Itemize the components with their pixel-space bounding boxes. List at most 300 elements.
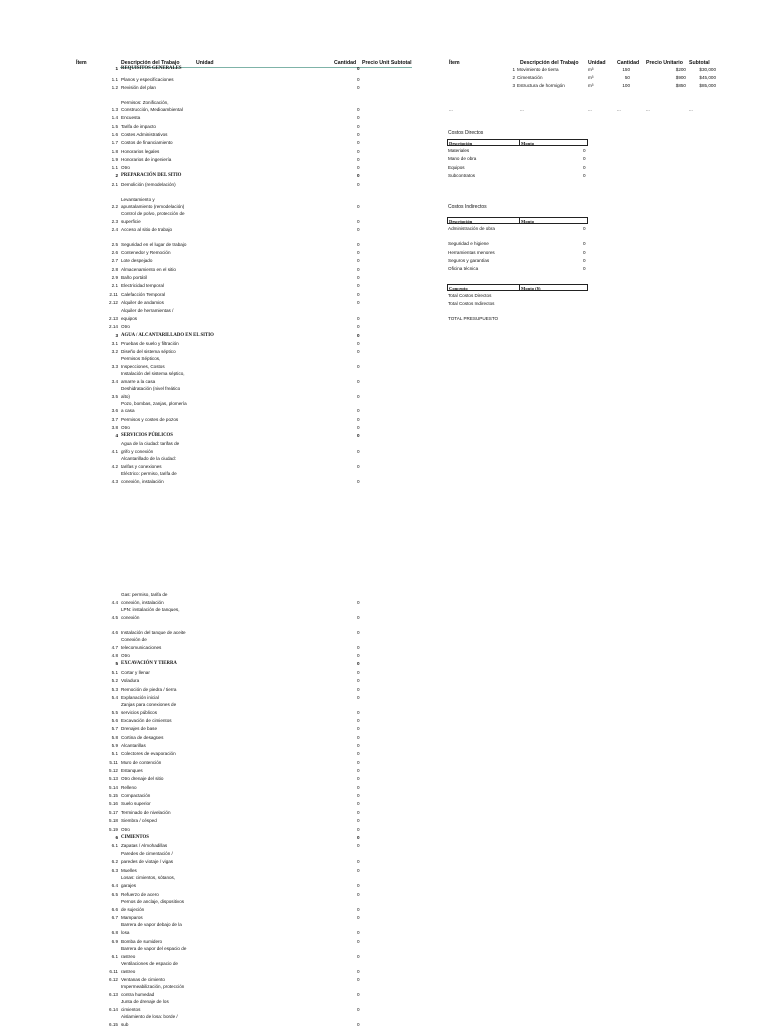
item-description: Losas: cimientos, sótanos, — [121, 875, 176, 880]
item-description: Otro — [121, 425, 130, 430]
item-description: Impermeabilización, protección — [121, 984, 185, 989]
item-description: Colectores de evaporación — [121, 751, 176, 756]
item-number: 4.3 — [111, 479, 118, 484]
item-number: 4.7 — [111, 645, 118, 650]
item-quantity: 0 — [357, 85, 360, 90]
item-quantity: 0 — [357, 157, 360, 162]
item-number: 1 — [115, 66, 118, 71]
item-number: 4.4 — [111, 600, 118, 605]
item-quantity: 0 — [357, 292, 360, 297]
right-row-price: $900 — [675, 75, 686, 80]
item-number: 1.5 — [111, 124, 118, 129]
right-row-price: $200 — [675, 67, 686, 72]
item-number: 3 — [115, 333, 118, 338]
item-number: 5.6 — [111, 718, 118, 723]
item-number: 1.8 — [111, 149, 118, 154]
item-number: 6.9 — [111, 939, 118, 944]
item-description: Control de polvo, protección de — [121, 211, 185, 216]
item-number: 5.18 — [109, 818, 118, 823]
item-description: rastreo — [121, 969, 136, 974]
item-number: 4.6 — [111, 630, 118, 635]
item-description: Permisos: Zonificación, — [121, 100, 169, 105]
cost-label: Materiales — [448, 148, 470, 153]
item-quantity: 0 — [357, 173, 360, 178]
item-number: 2.12 — [109, 300, 118, 305]
item-description: Instalación del sistema séptico, — [121, 371, 185, 376]
item-description: equipos — [121, 316, 138, 321]
item-number: 6.12 — [109, 977, 118, 982]
item-quantity: 0 — [357, 449, 360, 454]
right-row-desc: Movimiento de tierra — [517, 67, 559, 72]
col-descripcion: Descripción — [449, 141, 473, 146]
item-description: Barrera de vapor debajo de la — [121, 922, 182, 927]
item-number: 6 — [115, 835, 118, 840]
item-number: 2.5 — [111, 242, 118, 247]
item-number: 3.5 — [111, 394, 118, 399]
item-quantity: 0 — [357, 417, 360, 422]
item-number: 6.13 — [109, 992, 118, 997]
item-quantity: 0 — [357, 464, 360, 469]
costos-directos-title: Costos Directos — [448, 130, 484, 136]
item-description: Deshidratación (nivel freático — [121, 386, 181, 391]
item-quantity: 0 — [357, 394, 360, 399]
item-quantity: 0 — [357, 283, 360, 288]
item-quantity: 0 — [357, 324, 360, 329]
cost-value: 0 — [583, 241, 586, 246]
item-quantity: 0 — [357, 695, 360, 700]
item-quantity: 0 — [357, 267, 360, 272]
item-number: 5.13 — [109, 776, 118, 781]
item-number: 1.7 — [111, 140, 118, 145]
item-quantity: 0 — [357, 992, 360, 997]
item-description: Electricidad temporal — [121, 283, 164, 288]
item-quantity: 0 — [357, 835, 360, 840]
item-description: Gas: permiso, tarifa de — [121, 592, 168, 597]
item-description: alto) — [121, 394, 130, 399]
item-description: Terminado de nivelación — [121, 810, 171, 815]
item-quantity: 0 — [357, 227, 360, 232]
item-quantity: 0 — [357, 149, 360, 154]
col-monto: Monto — [521, 219, 535, 224]
item-number: 3.4 — [111, 379, 118, 384]
item-quantity: 0 — [357, 954, 360, 959]
cost-label: Equipos — [448, 165, 465, 170]
item-description: Agua de la ciudad: tarifas de — [121, 441, 180, 446]
item-number: 6.1 — [111, 954, 118, 959]
item-number: 5 — [115, 661, 118, 666]
item-quantity: 0 — [357, 132, 360, 137]
item-description: Paredes de cimentación / — [121, 851, 173, 856]
item-quantity: 0 — [357, 379, 360, 384]
item-quantity: 0 — [357, 768, 360, 773]
item-description: Refuerzo de acero — [121, 892, 159, 897]
right-header-quantity: Cantidad — [617, 60, 640, 66]
item-description: Drenajes de base — [121, 726, 158, 731]
item-quantity: 0 — [357, 883, 360, 888]
right-row-subtotal: $85,000 — [699, 83, 716, 88]
item-description: Relleno — [121, 785, 137, 790]
item-number: 1.3 — [111, 107, 118, 112]
item-quantity: 0 — [357, 743, 360, 748]
right-row-price: $850 — [675, 83, 686, 88]
item-quantity: 0 — [357, 316, 360, 321]
item-number: 5.3 — [111, 687, 118, 692]
item-number: 6.14 — [109, 1007, 118, 1012]
item-number: 6.1 — [111, 843, 118, 848]
item-description: CIMIENTOS — [121, 835, 149, 840]
item-description: superficie — [121, 219, 141, 224]
item-number: 2.13 — [109, 316, 118, 321]
item-description: SERVICIOS PÚBLICOS — [121, 433, 173, 438]
item-number: 1.6 — [111, 132, 118, 137]
item-quantity: 0 — [357, 204, 360, 209]
item-description: Alquiler de herramientas / — [121, 308, 174, 313]
item-description: Voladura — [121, 678, 140, 683]
item-number: 2.1 — [111, 283, 118, 288]
item-quantity: 0 — [357, 760, 360, 765]
ellipsis: ... — [646, 107, 650, 112]
item-quantity: 0 — [357, 107, 360, 112]
item-description: Remoción de piedra / tierra — [121, 687, 177, 692]
item-number: 2.7 — [111, 258, 118, 263]
item-description: Permisos y costes de pozos — [121, 417, 179, 422]
item-description: Cortina de desagües — [121, 735, 164, 740]
item-description: sub — [121, 1022, 129, 1027]
item-description: LPN: instalación de tanques, — [121, 607, 180, 612]
right-row-subtotal: $45,000 — [699, 75, 716, 80]
item-description: Almacenamiento en el sitio — [121, 267, 176, 272]
item-number: 3.2 — [111, 349, 118, 354]
item-description: Diseño del sistema séptico — [121, 349, 176, 354]
item-quantity: 0 — [357, 977, 360, 982]
item-number: 6.6 — [111, 907, 118, 912]
item-description: Costes Administrativos — [121, 132, 168, 137]
item-quantity: 0 — [357, 687, 360, 692]
item-number: 5.11 — [109, 760, 118, 765]
right-row-qty: 150 — [622, 67, 630, 72]
item-number: 2.8 — [111, 267, 118, 272]
item-quantity: 0 — [357, 718, 360, 723]
item-description: Barrera de vapor del espacio de — [121, 946, 187, 951]
item-description: conexión, instalación — [121, 479, 164, 484]
item-quantity: 0 — [357, 645, 360, 650]
item-quantity: 0 — [357, 140, 360, 145]
right-header-unit-price: Precio Unitario — [646, 60, 683, 66]
item-quantity: 0 — [357, 349, 360, 354]
item-description: Aislamiento de losa: borde / — [121, 1014, 178, 1019]
item-number: 5.16 — [109, 801, 118, 806]
item-description: conexión — [121, 615, 140, 620]
item-description: Seguridad en el lugar de trabajo — [121, 242, 187, 247]
item-quantity: 0 — [357, 859, 360, 864]
item-description: Pozo, bombas, zanjas, plomería — [121, 401, 187, 406]
item-number: 6.2 — [111, 859, 118, 864]
item-description: Levantamiento y — [121, 197, 155, 202]
right-header-unit: Unidad — [588, 60, 606, 66]
right-row-desc: Estructura de hormigón — [517, 83, 565, 88]
item-quantity: 0 — [357, 751, 360, 756]
item-number: 2.4 — [111, 227, 118, 232]
cost-label: Administración de obra — [448, 226, 495, 231]
item-number: 4.8 — [111, 653, 118, 658]
item-quantity: 0 — [357, 242, 360, 247]
right-header-description: Descripción del Trabajo — [520, 60, 579, 66]
item-quantity: 0 — [357, 433, 360, 438]
item-description: Baño portátil — [121, 275, 147, 280]
item-description: Instalación del tanque de aceite — [121, 630, 186, 635]
item-number: 3.6 — [111, 408, 118, 413]
item-quantity: 0 — [357, 892, 360, 897]
item-number: 5.12 — [109, 768, 118, 773]
item-number: 3.7 — [111, 417, 118, 422]
item-quantity: 0 — [357, 300, 360, 305]
col-monto: Monto — [521, 141, 535, 146]
item-number: 6.5 — [111, 892, 118, 897]
item-number: 5.2 — [111, 678, 118, 683]
item-description: apuntalamiento (remodelación) — [121, 204, 185, 209]
item-description: Pruebas de suelo y filtración — [121, 341, 179, 346]
item-quantity: 0 — [357, 843, 360, 848]
item-number: 5.1 — [111, 670, 118, 675]
item-description: Otro drenaje del sitio — [121, 776, 164, 781]
item-description: grifo y conexión — [121, 449, 154, 454]
item-number: 1.2 — [111, 85, 118, 90]
cost-value: 0 — [583, 156, 586, 161]
item-description: Tarifa de impacto — [121, 124, 156, 129]
item-quantity: 0 — [357, 600, 360, 605]
item-description: Muelles — [121, 868, 137, 873]
item-quantity: 0 — [357, 66, 360, 71]
item-quantity: 0 — [357, 165, 360, 170]
item-description: Inspecciones, Costos — [121, 364, 165, 369]
cost-label: Oficina técnica — [448, 266, 479, 271]
item-quantity: 0 — [357, 735, 360, 740]
item-quantity: 0 — [357, 182, 360, 187]
item-number: 6.7 — [111, 915, 118, 920]
item-quantity: 0 — [357, 818, 360, 823]
right-row-unit: m³ — [588, 83, 594, 88]
item-quantity: 0 — [357, 726, 360, 731]
item-number: 1.1 — [111, 165, 118, 170]
cost-label: Subcontratos — [448, 173, 476, 178]
item-description: telecomunicaciones — [121, 645, 162, 650]
col-monto-usd: Monto ($) — [521, 286, 541, 291]
item-quantity: 0 — [357, 939, 360, 944]
item-number: 2.14 — [109, 324, 118, 329]
cost-label: Mano de obra — [448, 156, 477, 161]
item-description: Alcantarillado de la ciudad: — [121, 456, 176, 461]
right-row-num: 2 — [512, 75, 515, 80]
right-row-unit: m³ — [588, 67, 594, 72]
item-quantity: 0 — [357, 275, 360, 280]
ellipsis: ... — [588, 107, 592, 112]
item-description: Costos de financiamiento — [121, 140, 173, 145]
item-description: Planos y especificaciones — [121, 77, 174, 82]
item-quantity: 0 — [357, 425, 360, 430]
total-presupuesto: TOTAL PRESUPUESTO — [448, 316, 499, 321]
item-quantity: 0 — [357, 115, 360, 120]
item-description: Excavación de cimientos — [121, 718, 172, 723]
item-description: Calefacción Temporal — [121, 292, 166, 297]
item-quantity: 0 — [357, 678, 360, 683]
item-description: paredes de viotaje / vigas — [121, 859, 174, 864]
item-number: 5.5 — [111, 710, 118, 715]
item-quantity: 0 — [357, 907, 360, 912]
item-quantity: 0 — [357, 333, 360, 338]
item-number: 5.19 — [109, 827, 118, 832]
cost-value: 0 — [583, 266, 586, 271]
item-quantity: 0 — [357, 364, 360, 369]
item-quantity: 0 — [357, 801, 360, 806]
item-number: 4.5 — [111, 615, 118, 620]
item-description: Alcantarillas — [121, 743, 146, 748]
item-number: 6.15 — [109, 1022, 118, 1027]
item-quantity: 0 — [357, 408, 360, 413]
item-description: Lote despejado — [121, 258, 153, 263]
item-description: Cortar y llenar — [121, 670, 150, 675]
item-quantity: 0 — [357, 710, 360, 715]
item-description: EXCAVACIÓN Y TIERRA — [121, 661, 177, 666]
item-quantity: 0 — [357, 653, 360, 658]
item-description: Junta de drenaje de los — [121, 999, 169, 1004]
item-quantity: 0 — [357, 776, 360, 781]
total-costos-indirectos: Total Costos Indirectos — [448, 301, 495, 306]
item-description: garajes — [121, 883, 137, 888]
ellipsis: ... — [449, 107, 453, 112]
item-number: 2.1 — [111, 182, 118, 187]
right-row-desc: Cimentación — [517, 75, 543, 80]
item-description: Siembra / césped — [121, 818, 157, 823]
item-quantity: 0 — [357, 827, 360, 832]
header-unit: Unidad — [196, 60, 214, 66]
item-description: Otro — [121, 827, 130, 832]
item-description: Honorarios legales — [121, 149, 160, 154]
item-description: a casa — [121, 408, 135, 413]
right-row-subtotal: $30,000 — [699, 67, 716, 72]
item-description: Muro de contención — [121, 760, 162, 765]
right-row-unit: m³ — [588, 75, 594, 80]
item-description: Pernos de anclaje, dispositivos — [121, 899, 185, 904]
item-description: servicios públicos — [121, 710, 157, 715]
item-description: Otro — [121, 324, 130, 329]
item-quantity: 0 — [357, 915, 360, 920]
item-quantity: 0 — [357, 930, 360, 935]
item-number: 5.17 — [109, 810, 118, 815]
right-row-qty: 50 — [624, 75, 630, 80]
item-description: Alquiler de andamios — [121, 300, 164, 305]
item-number: 3.3 — [111, 364, 118, 369]
item-description: Demolición (remodelación) — [121, 182, 176, 187]
ellipsis: ... — [689, 107, 693, 112]
item-description: losa — [121, 930, 130, 935]
item-number: 6.8 — [111, 930, 118, 935]
cost-value: 0 — [583, 258, 586, 263]
ellipsis: ... — [617, 107, 621, 112]
cost-label: Seguros y garantías — [448, 258, 490, 263]
item-description: contra humedad — [121, 992, 155, 997]
item-number: 1.1 — [111, 77, 118, 82]
item-quantity: 0 — [357, 258, 360, 263]
item-number: 1.4 — [111, 115, 118, 120]
item-quantity: 0 — [357, 615, 360, 620]
item-description: Estanques — [121, 768, 143, 773]
item-description: Compactación — [121, 793, 151, 798]
item-description: Construcción, Medioambiental — [121, 107, 183, 112]
item-description: AGUA / ALCANTARILLADO EN EL SITIO — [121, 333, 214, 338]
header-description: Descripción del Trabajo — [121, 60, 180, 66]
item-number: 6.4 — [111, 883, 118, 888]
item-description: Eléctrico: permiso, tarifa de — [121, 471, 177, 476]
right-row-num: 1 — [512, 67, 515, 72]
item-number: 2 — [115, 173, 118, 178]
item-quantity: 0 — [357, 670, 360, 675]
item-number: 4.1 — [111, 449, 118, 454]
item-description: Ventilaciones de espacio de — [121, 961, 178, 966]
item-quantity: 0 — [357, 793, 360, 798]
item-description: Permisos Sépticos, — [121, 356, 161, 361]
header-price-subtotal: Precio Unit Subtotal — [362, 60, 412, 66]
costos-indirectos-title: Costos Indirectos — [448, 204, 487, 210]
item-description: Bomba de sumidero — [121, 939, 163, 944]
item-description: Conexión de — [121, 637, 147, 642]
item-quantity: 0 — [357, 810, 360, 815]
item-quantity: 0 — [357, 341, 360, 346]
item-number: 3.1 — [111, 341, 118, 346]
item-number: 5.15 — [109, 793, 118, 798]
item-quantity: 0 — [357, 868, 360, 873]
item-description: Contenedor y Remoción — [121, 250, 171, 255]
item-description: Mamparos — [121, 915, 143, 920]
item-description: Otro — [121, 165, 130, 170]
resumen-header-box — [447, 284, 588, 291]
right-row-qty: 100 — [622, 83, 630, 88]
item-description: Explanación inicial — [121, 695, 159, 700]
item-number: 5.9 — [111, 743, 118, 748]
item-number: 2.11 — [109, 292, 118, 297]
item-quantity: 0 — [357, 785, 360, 790]
cost-value: 0 — [583, 148, 586, 153]
item-quantity: 0 — [357, 1007, 360, 1012]
col-concepto: Concepto — [449, 286, 468, 291]
costos-indirectos-header-box — [447, 217, 588, 224]
item-description: rastreo — [121, 954, 136, 959]
ellipsis: ... — [520, 107, 524, 112]
cost-value: 0 — [583, 226, 586, 231]
total-costos-directos: Total Costos Directos — [448, 293, 492, 298]
col-descripcion: Descripción — [449, 219, 473, 224]
item-description: tarifas y conexiones — [121, 464, 162, 469]
item-quantity: 0 — [357, 124, 360, 129]
item-description: de sujeción — [121, 907, 145, 912]
item-number: 5.7 — [111, 726, 118, 731]
item-quantity: 0 — [357, 1022, 360, 1027]
cost-value: 0 — [583, 250, 586, 255]
item-description: Zanjas para conexiones de — [121, 702, 177, 707]
header-item: Ítem — [76, 60, 87, 66]
item-quantity: 0 — [357, 661, 360, 666]
item-number: 2.6 — [111, 250, 118, 255]
item-description: Otro — [121, 653, 130, 658]
right-header-item: Ítem — [449, 60, 460, 66]
item-description: Acceso al sitio de trabajo — [121, 227, 173, 232]
item-number: 5.14 — [109, 785, 118, 790]
cost-label: Herramientas menores — [448, 250, 495, 255]
costos-directos-header-box — [447, 139, 588, 146]
right-header-subtotal: Subtotal — [689, 60, 710, 66]
item-description: Revisión del plan — [121, 85, 156, 90]
item-quantity: 0 — [357, 77, 360, 82]
right-row-num: 3 — [512, 83, 515, 88]
